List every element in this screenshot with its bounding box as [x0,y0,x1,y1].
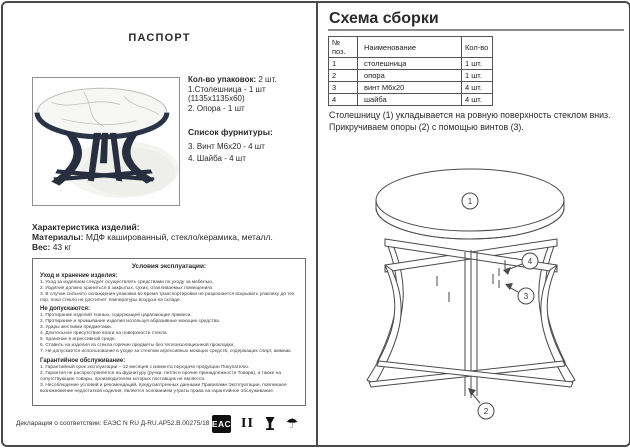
usage-item: 4. Длительное присутствие влаги на поверхности стекла. [40,331,168,336]
usage-item: 1. Уход за изделием следует осуществлять средствами по уходу за мебелью. [40,279,214,285]
assembly-instructions [329,110,625,133]
svg-text:1: 1 [467,197,473,206]
table-row [329,94,493,106]
package-info [188,75,314,113]
cell-position: 1 [329,58,358,70]
usage-title: Условия эксплуатации: [131,263,207,270]
hardware-title: Список фурнитуры: [188,127,273,137]
svg-text:3: 3 [523,292,529,301]
usage-item: 5. Хранение в агрессивной среде. [40,337,116,342]
usage-conditions-box [32,258,306,406]
usage-item: 1. Гарантийный срок эксплуатации – 12 месяцев с момента передачи продукции Покупателю. [40,364,250,370]
table-photo-illustration [33,78,179,205]
weight-label: Вес: [32,242,51,252]
cell-name: опора [358,70,462,82]
usage-item: 1. Протирание изделий тканью, содержащей царапающие примеси. [40,313,192,318]
assembly-diagram [319,134,623,444]
declaration-of-conformity: Декларация о соответствии: ЕАЭС N RU Д-RU.АР52.В.00275/18 [16,420,210,427]
characteristics [32,222,308,252]
cell-quantity: 4 шт. [462,94,493,106]
usage-item: 6. Ставить на изделия из стекла горячие предметы без теплоизоляционной прокладки, [40,343,235,348]
parts-table [328,36,493,106]
characteristics-title: Характеристика изделий: [32,222,140,232]
usage-item: 2. Протирание и промывание изделия используя абразивные моющие средства. [40,319,221,324]
hardware-list [188,127,314,164]
instruction-line: Столешницу (1) укладывается на ровную поверхность стеклом вниз. [329,110,611,120]
header-name: Наименование [358,37,462,58]
table-header-row [329,37,493,58]
usage-item: 2. Гарантия не распространяется на фурнитуру (ручки, петли и прочие принадлежности Товара), а также на сопутствующие товары, производителем которых поставщик не является. [40,370,282,382]
cell-position: 3 [329,82,358,94]
materials-value: МДФ кашированный, стекло/керамика, металл. [85,232,273,242]
usage-section-heading: Не допускаются: [40,306,90,312]
usage-item: 7. Не допускается использование в уходе за стеклом агрессивных моющих средств, содержащих спирт, аммиак. [40,349,292,354]
usage-section-not-allowed [40,306,298,355]
usage-section-care [40,273,298,304]
cell-quantity: 1 шт. [462,58,493,70]
materials-label: Материалы: [32,232,84,242]
title-rule [328,29,624,31]
page-divider [316,3,318,445]
cell-name: шайба [358,94,462,106]
product-photo [32,77,180,206]
table-row [329,70,493,82]
usage-section-warranty [40,358,298,395]
passport-title: ПАСПОРТ [128,32,191,44]
package-count-label: Кол-во упаковок: [188,75,257,84]
usage-section-heading: Гарантийное обслуживание: [40,357,126,364]
cell-name: винт М6х20 [358,82,462,94]
header-quantity: Кол-во [462,37,493,58]
table-row [329,58,493,70]
usage-item: 3. В случае сильного охлаждения упаковки во время транспортировки не разрешается вскрывать упаковку до тех пор, пока стекло не достигнет температуры воздуха на складе. [40,291,295,303]
usage-item: 3. Несоблюдение условий и рекомендаций, предусмотренных данными Правилами Эксплуатации, повлекшее возникновение недостатков изделия, является основанием утраты права на гарантийное обслуживание. [40,382,287,394]
callout-2 [468,388,494,419]
hardware-item: 3. Винт М6х20 - 4 шт [188,142,265,151]
diagram-base [367,239,575,398]
header-position: № поз. [329,37,358,58]
materials-line [32,232,308,242]
callout-1 [462,193,478,209]
weight-line [32,242,308,252]
assembly-title: Схема сборки [329,10,439,27]
keep-dry-icon: ☂ [285,416,299,432]
hardware-item: 4. Шайба - 4 шт [188,153,246,163]
package-item: 2. Опора - 1 шт [188,103,245,113]
package-item: 1.Столешница - 1 шт [188,84,266,94]
package-count-value: 2 шт. [258,75,277,84]
cell-position: 4 [329,94,358,106]
product-passport-document [1,1,630,447]
callout-3 [505,283,534,304]
package-count-line [188,75,314,85]
photo-tabletop [37,88,167,137]
svg-text:2: 2 [483,407,489,416]
package-item-dimensions: (1135х1135х60) [188,94,245,103]
usage-item: 2. Изделие должно храниться в закрытых, сухих, отапливаемых помещениях. [40,285,214,291]
svg-text:4: 4 [527,257,533,266]
cell-name: столешница [358,58,462,70]
usage-item: 3. Удары жесткими предметами. [40,325,113,330]
cell-quantity: 4 шт. [462,82,493,94]
weight-value: 43 кг [52,242,72,252]
table-row [329,82,493,94]
usage-section-heading: Уход и хранение изделия: [40,272,118,279]
stacking-limit-icon: II [241,416,254,431]
certification-icons [212,411,298,437]
cell-quantity: 1 шт. [462,70,493,82]
cell-position: 2 [329,70,358,82]
eac-mark-icon: ЕАС [212,415,231,433]
fragile-glass-icon [264,416,276,433]
assembly-diagram-svg [319,134,623,444]
instruction-line: Прикручиваем опоры (2) с помощью винтов (3). [329,121,524,132]
